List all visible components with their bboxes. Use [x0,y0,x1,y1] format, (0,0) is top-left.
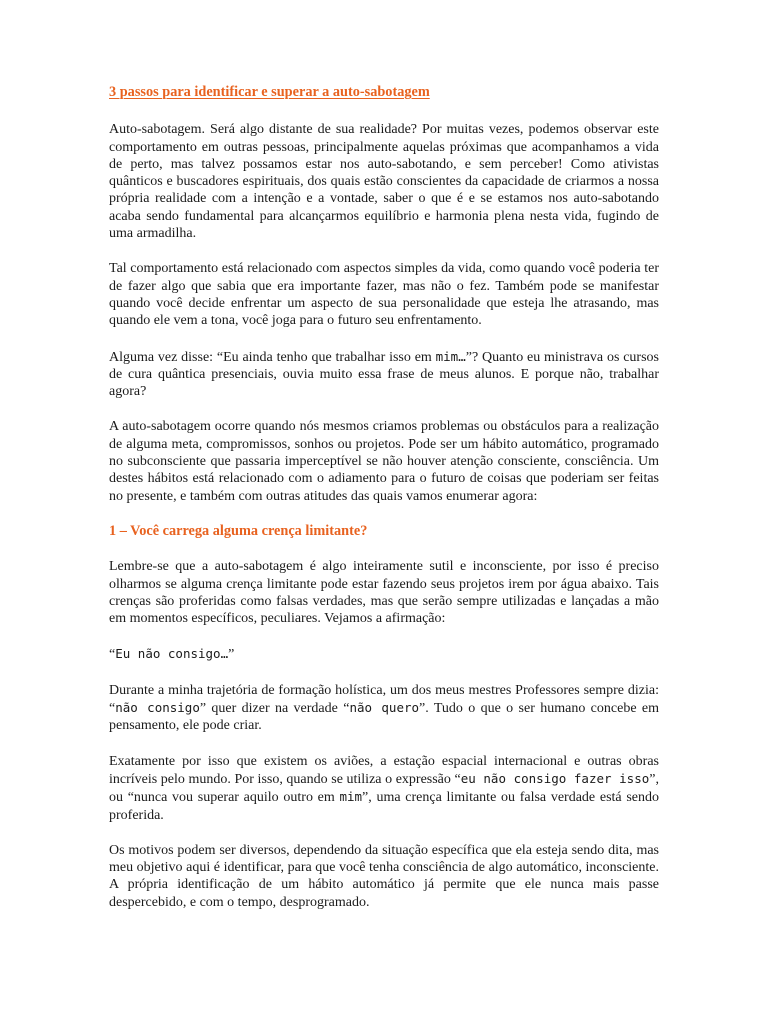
text-segment: ”? Quanto eu ministrava os cursos de cura quântica presenciais, ouvia muito essa frase de meus alunos. E porque não, trabalhar agora? [109,349,659,400]
mono-segment: Eu não consigo… [115,646,229,662]
text-segment: ”, ou “nunca vou superar aquilo outro em [109,771,659,806]
mono-segment: mim… [435,348,466,364]
paragraph-definition: A auto-sabotagem ocorre quando nós mesmos criamos problemas ou obstáculos para a realização de alguma meta, compromissos, sonhos ou projetos. Pode ser um hábito automático, programado no subconsciente que passaria imperceptível se não houver atenção consciente, consciência. Um destes hábitos está relacionado com o adiamento para o futuro de coisas que poderiam ser feitas no presente, e também com outras atitudes das quais vamos enumerar agora: [109,419,659,504]
paragraph-behavior: Tal comportamento está relacionado com aspectos simples da vida, como quando você poderia ter de fazer algo que sabia que era importante fazer, mas não o fez. Também pode se manifestar quando você decide enfrentar um aspecto de sua personalidade que esteja lhe atrasando, mas quando ele vem a tona, você joga para o futuro seu enfrentamento. [109,261,659,329]
paragraph-motives: Os motivos podem ser diversos, dependendo da situação específica que ela esteja sendo dita, mas meu objetivo aqui é identificar, para que você tenha consciência de algo automático, inconsciente. A própria identificação de um hábito automático já permite que ele nunca mais passe despercebido, e com o tempo, desprogramado. [109,842,659,910]
text-segment: ”, uma crença limitante ou falsa verdade está sendo proferida. [109,790,659,823]
mono-segment: mim [339,789,363,805]
mono-segment: não consigo [115,700,200,716]
paragraph-quote-question [109,348,659,401]
mono-segment: não quero [349,700,420,716]
mono-segment: eu não consigo fazer isso [460,770,650,786]
document-page [109,84,659,929]
text-segment: “ [109,647,116,663]
paragraph-limiting-belief: Lembre-se que a auto-sabotagem é algo inteiramente sutil e inconsciente, por isso é preciso olharmos se alguma crença limitante pode estar fazendo seus projetos irem por água abaixo. Tais crenças são proferidas como falsas verdades, mas que serão sempre utilizadas e lançadas a mão em momentos específicos, peculiares. Vejamos a afirmação: [109,559,659,627]
text-segment: Exatamente por isso que existem os aviões, a estação espacial internacional e outras obras incríveis pelo mundo. Por isso, quando se utiliza o expressão “ [109,753,659,787]
paragraph-teacher [109,682,659,735]
paragraph-affirmation [109,645,659,663]
text-segment: ” quer dizer na verdade “ [199,701,350,717]
text-segment: ” [228,647,235,663]
text-segment: Durante a minha trajetória de formação holística, um dos meus mestres Professores sempre dizia: “ [109,682,659,717]
section-heading: 1 – Você carrega alguma crença limitante? [109,522,368,539]
paragraph-intro: Auto-sabotagem. Será algo distante de sua realidade? Por muitas vezes, podemos observar este comportamento em outras pessoas, principalmente aquelas próximas que acompanhamos a vida de perto, mas talvez possamos estar nos auto-sabotando, e sem perceber! Como ativistas quânticos e buscadores espirituais, dos quais estão conscientes da capacidade de criarmos a nossa própria realidade com a intenção e a vontade, saber o que é e se estamos nos auto-sabotando acaba sendo fundamental para alcançarmos equilíbrio e harmonia plena nesta vida, fugindo de uma armadilha. [109,122,659,242]
text-segment: ”. Tudo o que o ser humano concebe em pensamento, ele pode criar. [109,701,659,734]
article-title: 3 passos para identificar e superar a auto-sabotagem [109,84,430,100]
paragraph-examples [109,753,659,824]
text-segment: Alguma vez disse: “Eu ainda tenho que trabalhar isso em [109,349,436,365]
